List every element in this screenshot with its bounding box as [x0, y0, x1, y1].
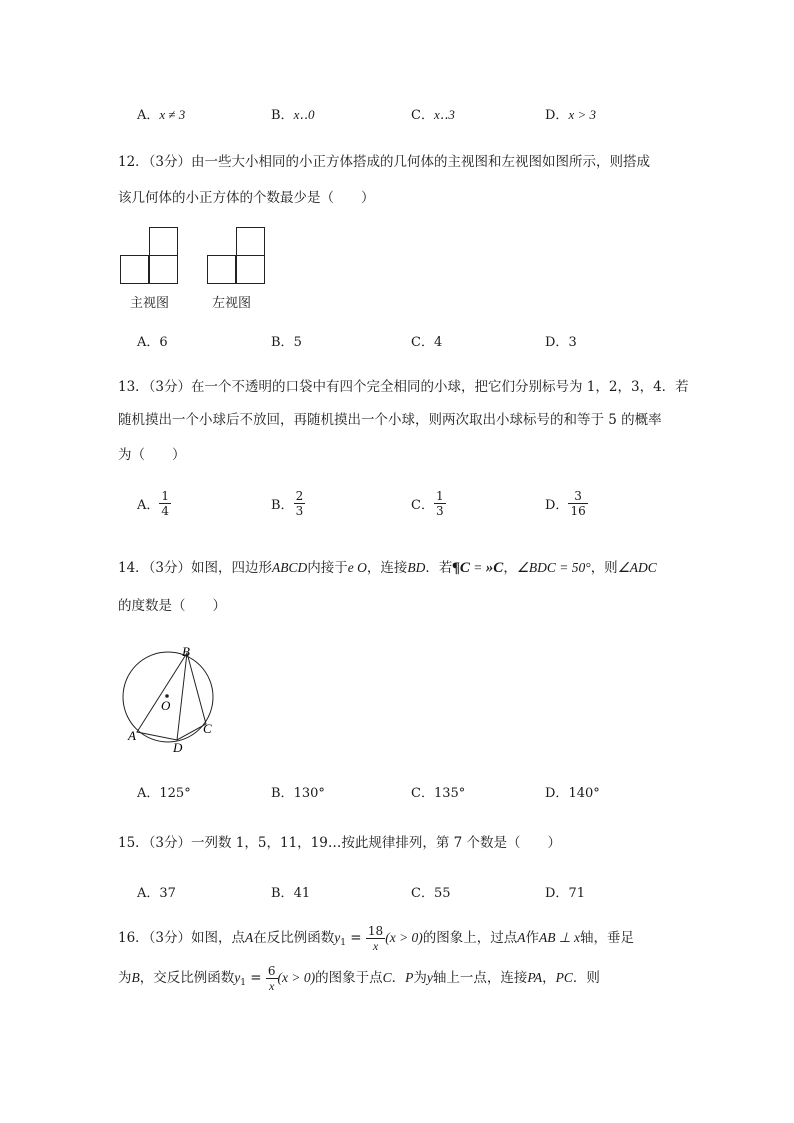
q13-stem-line3: 为（ ） — [118, 447, 186, 463]
label-d: D — [173, 740, 183, 755]
label-a: A — [128, 728, 136, 743]
q15-stem-line1: 15．（3分）一列数 1，5，11，19…按此规律排列，第 7 个数是（ ） — [118, 835, 562, 851]
q14-option-c: C．135° — [411, 786, 466, 801]
label-c: C — [203, 721, 212, 736]
q12-stem-line1: 12．（3分）由一些大小相同的小正方体搭成的几何体的主视图和左视图如图所示，则搭成 — [118, 154, 651, 170]
q13-option-d: D． $\frac{3}{16}$ — [545, 489, 586, 518]
q13-stem-line2: 随机摸出一个小球后不放回，再随机摸出一个小球，则两次取出小球标号的和等于 5 的概率 — [118, 412, 662, 428]
q15-option-d: D．71 — [545, 886, 585, 901]
q14-option-a: A．125° — [137, 786, 191, 801]
q13-option-b: B． $\frac{2}{3}$ — [271, 489, 304, 518]
q12-option-b: B．5 — [271, 335, 302, 350]
q12-stem-line2: 该几何体的小正方体的个数最少是（ ） — [118, 190, 375, 206]
q12-caption-left-view: 左视图 — [212, 296, 252, 311]
q13-option-c: C． $\frac{1}{3}$ — [411, 489, 444, 518]
q11-option-c: C．x‥3 — [411, 107, 455, 123]
q15-option-c: C．55 — [411, 886, 451, 901]
q14-option-d: D．140° — [545, 786, 600, 801]
q12-caption-main-view: 主视图 — [130, 296, 170, 311]
label-o: O — [161, 698, 171, 713]
q12-option-c: C．4 — [411, 335, 443, 350]
q16-stem-line1: 16．（3分）如图，点A在反比例函数$y_1$ = $\frac{18}{x}$ (x > 0)的图象上，过点A作AB ⊥ x轴，垂足 — [118, 924, 635, 953]
q12-option-d: D．3 — [545, 335, 577, 350]
q16-stem-line2: 为B，交反比例函数$y_1$ = $\frac{6}{x}$ (x > 0)的图象于点C．P为y轴上一点，连接PA，PC．则 — [118, 964, 600, 993]
q11-option-a: A．x ≠ 3 — [137, 107, 186, 123]
q11-option-b: B．x‥0 — [271, 107, 315, 123]
q14-stem-line2: 的度数是（ ） — [118, 598, 226, 614]
q13-option-a: A． $\frac{1}{4}$ — [137, 489, 170, 518]
q13-stem-line1: 13．（3分）在一个不透明的口袋中有四个完全相同的小球，把它们分别标号为 1，2，3，4．若 — [118, 379, 689, 395]
q14-option-b: B．130° — [271, 786, 325, 801]
label-b: B — [182, 644, 190, 659]
q15-option-a: A．37 — [137, 886, 176, 901]
quadrilateral-abcd — [137, 653, 206, 740]
q11-option-d: D．x > 3 — [545, 107, 596, 123]
q15-option-b: B．41 — [271, 886, 311, 901]
q12-option-a: A．6 — [137, 335, 168, 350]
q14-stem-line1: 14．（3分）如图，四边形ABCD内接于e O，连接BD．若¶C = »C，∠BDC = 50°，则∠ADC — [118, 560, 657, 576]
q14-circle-diagram — [115, 640, 225, 756]
